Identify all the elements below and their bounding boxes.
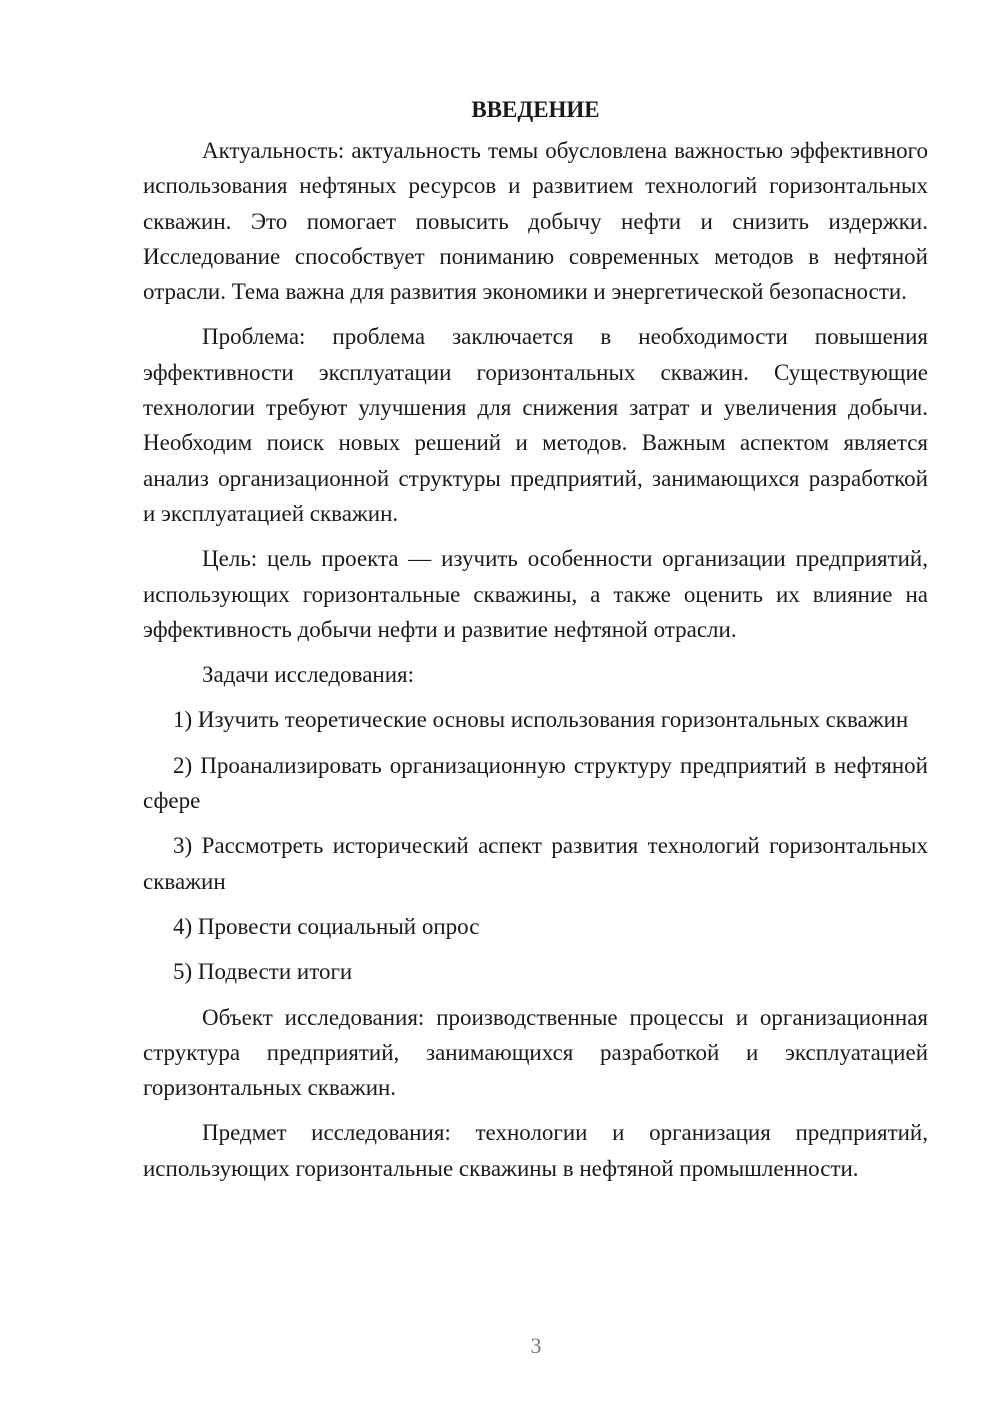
paragraph-relevance: Актуальность: актуальность темы обусловлена важностью эффективного использования нефтяных ресурсов и развитием технологий горизонтальных скважин. Это помогает повысить добычу нефти и снизить издержки. Исследование способствует пониманию современных методов в нефтяной отрасли. Тема важна для развития экономики и энергетической безопасности. (143, 138, 928, 305)
task-item-2: 2) Проанализировать организационную структуру предприятий в нефтяной сфере (143, 752, 928, 814)
task-item-5: 5) Подвести итоги (173, 959, 353, 985)
paragraph-goal: Цель: цель проекта — изучить особенности организации предприятий, использующих горизонтальные скважины, а также оценить их влияние на эффективность добычи нефти и развитие нефтяной отрасли. (143, 546, 928, 642)
page-content (143, 92, 928, 1196)
task-item-3: 3) Рассмотреть исторический аспект развития технологий горизонтальных скважин (143, 833, 928, 894)
tasks-heading: Задачи исследования: (202, 662, 415, 688)
section-title: ВВЕДЕНИЕ (471, 97, 600, 122)
task-item-1: 1) Изучить теоретические основы использования горизонтальных скважин (173, 707, 909, 733)
paragraph-object: Объект исследования: производственные процессы и организационная структура предприятий, занимающихся разработкой и эксплуатацией горизонтальных скважин. (143, 1004, 928, 1101)
paragraph-subject: Предмет исследования: технологии и организация предприятий, использующих горизонтальные скважины в нефтяной промышленности. (143, 1120, 928, 1181)
paragraph-problem: Проблема: проблема заключается в необходимости повышения эффективности эксплуатации горизонтальных скважин. Существующие технологии требуют улучшения для снижения затрат и увеличения добычи. Необходим поиск новых решений и методов. Важным аспектом является анализ организационной структуры предприятий, занимающихся разработкой и эксплуатацией скважин. (143, 324, 928, 526)
page-number: 3 (530, 1333, 542, 1358)
task-item-4: 4) Провести социальный опрос (173, 913, 480, 939)
